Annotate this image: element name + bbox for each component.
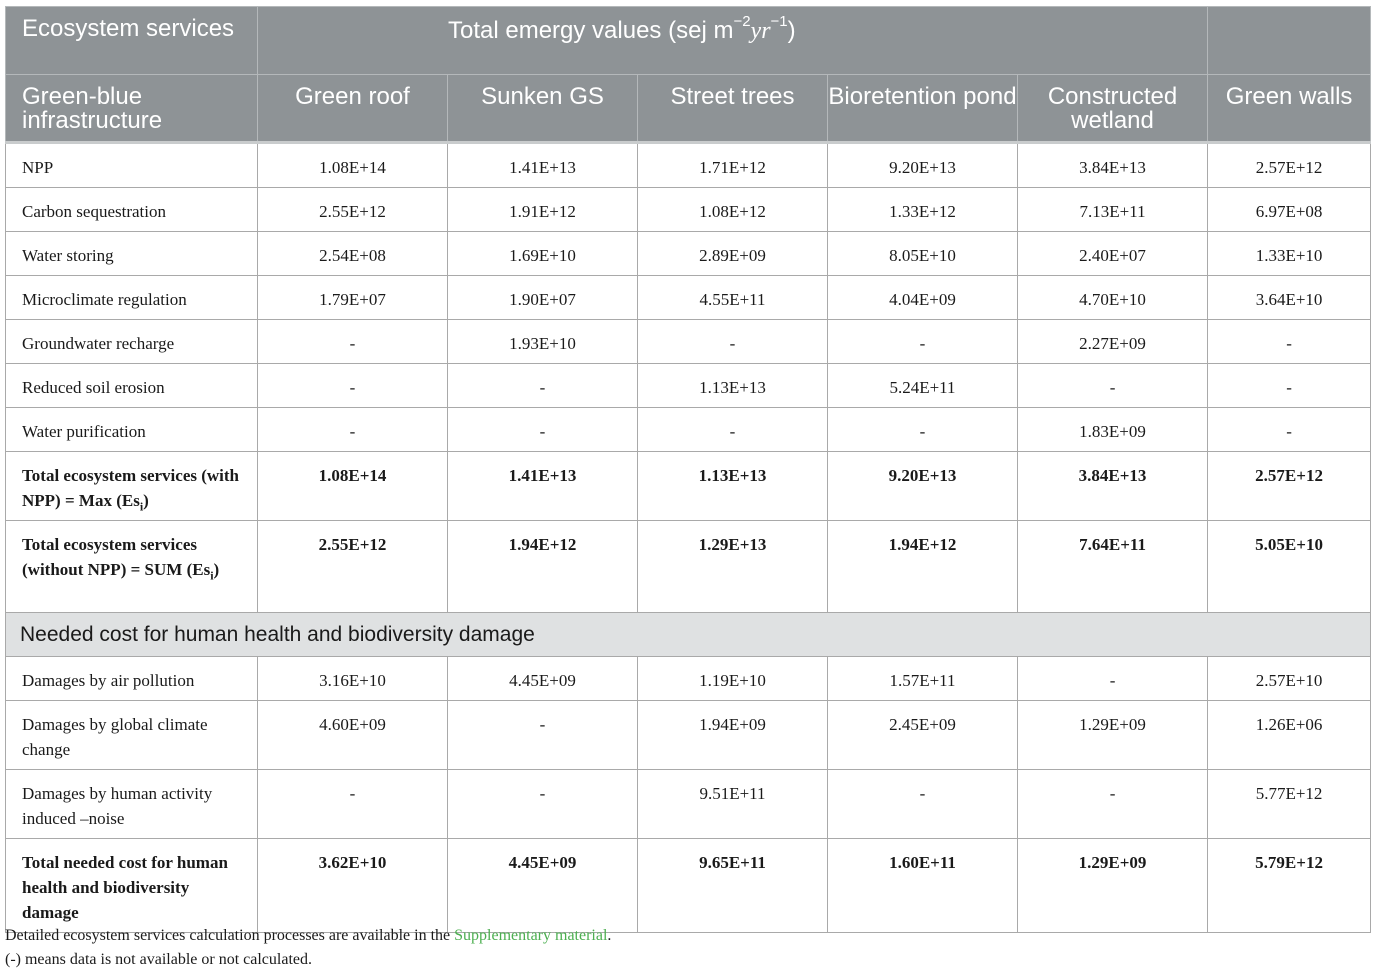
cell-value: 5.79E+12 — [1208, 839, 1371, 933]
cell-value: - — [1018, 657, 1208, 701]
cell-value: 2.57E+12 — [1208, 452, 1371, 521]
row-label: Damages by air pollution — [6, 657, 258, 701]
cell-value: 1.26E+06 — [1208, 701, 1371, 770]
cell-value: 3.62E+10 — [258, 839, 448, 933]
cell-value: - — [1208, 408, 1371, 452]
subscript-i: i — [210, 568, 214, 583]
cell-value: 1.33E+10 — [1208, 232, 1371, 276]
table-row — [6, 320, 1371, 364]
total-cost-row — [6, 839, 1371, 933]
cell-value: - — [258, 364, 448, 408]
cell-value: 1.29E+09 — [1018, 839, 1208, 933]
cell-value: 1.94E+12 — [448, 521, 638, 613]
cell-value: 2.55E+12 — [258, 521, 448, 613]
cell-value: 4.70E+10 — [1018, 276, 1208, 320]
total-with-npp-row — [6, 452, 1371, 521]
cell-value: - — [1018, 364, 1208, 408]
row-label: Water storing — [6, 232, 258, 276]
cell-value: 5.05E+10 — [1208, 521, 1371, 613]
cell-value: 2.40E+07 — [1018, 232, 1208, 276]
cell-value: 1.29E+09 — [1018, 701, 1208, 770]
cell-value: 2.54E+08 — [258, 232, 448, 276]
cell-value: 9.51E+11 — [638, 770, 828, 839]
cell-value: 1.13E+13 — [638, 364, 828, 408]
cell-value: 1.69E+10 — [448, 232, 638, 276]
header-empty-cell — [1208, 7, 1371, 75]
cell-value: 1.94E+09 — [638, 701, 828, 770]
cell-value: 1.57E+11 — [828, 657, 1018, 701]
cell-value: 1.71E+12 — [638, 143, 828, 188]
cell-value: 7.64E+11 — [1018, 521, 1208, 613]
row-label — [6, 521, 258, 613]
cell-value: 2.57E+10 — [1208, 657, 1371, 701]
emergy-close: ) — [787, 17, 796, 44]
total-without-npp-row — [6, 521, 1371, 613]
row-label: Damages by human activity induced –noise — [6, 770, 258, 839]
emergy-exp2: −1 — [770, 13, 788, 30]
cell-value: 3.84E+13 — [1018, 452, 1208, 521]
cell-value: 2.45E+09 — [828, 701, 1018, 770]
cell-value: 3.84E+13 — [1018, 143, 1208, 188]
cell-value: - — [448, 364, 638, 408]
row-label: Reduced soil erosion — [6, 364, 258, 408]
col-header-constructed-wetland: Constructed wetland — [1018, 75, 1208, 143]
cell-value: 4.04E+09 — [828, 276, 1018, 320]
cell-value: 9.65E+11 — [638, 839, 828, 933]
subscript-i: i — [139, 499, 144, 514]
row-label: Microclimate regulation — [6, 276, 258, 320]
row-label: NPP — [6, 143, 258, 188]
cell-value: 3.16E+10 — [258, 657, 448, 701]
cell-value: 1.29E+13 — [638, 521, 828, 613]
cell-value: 1.79E+07 — [258, 276, 448, 320]
emergy-title-prefix: Total emergy values (sej m — [448, 17, 734, 44]
emergy-table — [5, 6, 1371, 933]
cell-value: 1.08E+12 — [638, 188, 828, 232]
row-label: Total needed cost for human health and biodiversity damage — [6, 839, 258, 933]
cell-value: 1.41E+13 — [448, 452, 638, 521]
ecosystem-services-header: Ecosystem services — [6, 7, 258, 75]
note-line-1 — [5, 924, 611, 948]
cell-value: - — [828, 320, 1018, 364]
cell-value: 5.77E+12 — [1208, 770, 1371, 839]
cell-value: - — [448, 770, 638, 839]
row-label — [6, 452, 258, 521]
row-label: Water purification — [6, 408, 258, 452]
table-row — [6, 364, 1371, 408]
table-row — [6, 701, 1371, 770]
header-row-2 — [6, 75, 1371, 143]
table-notes — [5, 924, 611, 972]
cell-value: - — [448, 408, 638, 452]
col-header-street-trees: Street trees — [638, 75, 828, 143]
cell-value: 6.97E+08 — [1208, 188, 1371, 232]
cell-value: 1.08E+14 — [258, 452, 448, 521]
cell-value: 1.93E+10 — [448, 320, 638, 364]
cell-value: - — [258, 320, 448, 364]
cell-value: 5.24E+11 — [828, 364, 1018, 408]
cell-value: 8.05E+10 — [828, 232, 1018, 276]
cell-value: 4.60E+09 — [258, 701, 448, 770]
cell-value: - — [828, 408, 1018, 452]
cell-value: - — [1208, 364, 1371, 408]
cell-value: - — [1018, 770, 1208, 839]
cell-value: - — [1208, 320, 1371, 364]
note-prefix: Detailed ecosystem services calculation processes are available in the — [5, 927, 455, 944]
cell-value: 4.55E+11 — [638, 276, 828, 320]
table-row — [6, 188, 1371, 232]
cell-value: - — [638, 320, 828, 364]
cell-value: 1.94E+12 — [828, 521, 1018, 613]
cell-value: 1.90E+07 — [448, 276, 638, 320]
total-with-npp-label: Total ecosystem services (with NPP) = Max (Es — [22, 466, 240, 510]
note-line-2: (-) means data is not available or not calculated. — [5, 951, 312, 968]
cell-value: 2.55E+12 — [258, 188, 448, 232]
cost-section-title: Needed cost for human health and biodiversity damage — [6, 613, 1371, 657]
table-row — [6, 657, 1371, 701]
note-suffix: . — [607, 927, 612, 944]
row-label: Carbon sequestration — [6, 188, 258, 232]
cell-value: 3.64E+10 — [1208, 276, 1371, 320]
cell-value: 2.57E+12 — [1208, 143, 1371, 188]
row-label: Damages by global climate change — [6, 701, 258, 770]
cell-value: 4.45E+09 — [448, 839, 638, 933]
cell-value: - — [258, 408, 448, 452]
row-label: Groundwater recharge — [6, 320, 258, 364]
supplementary-material-link[interactable]: Supplementary material — [454, 927, 608, 944]
table-row — [6, 143, 1371, 188]
green-blue-infrastructure-header: Green-blue infrastructure — [6, 75, 258, 143]
cell-value: 1.33E+12 — [828, 188, 1018, 232]
col-header-bioretention-pond: Bioretention pond — [828, 75, 1018, 143]
cell-value: 4.45E+09 — [448, 657, 638, 701]
table-row — [6, 276, 1371, 320]
cell-value: - — [448, 701, 638, 770]
cell-value: 9.20E+13 — [828, 143, 1018, 188]
cell-value: 2.89E+09 — [638, 232, 828, 276]
total-emergy-header — [258, 7, 1208, 75]
cell-value: 9.20E+13 — [828, 452, 1018, 521]
col-header-green-roof: Green roof — [258, 75, 448, 143]
table-row — [6, 232, 1371, 276]
cell-value: 2.27E+09 — [1018, 320, 1208, 364]
cell-value: 1.08E+14 — [258, 143, 448, 188]
cell-value: - — [638, 408, 828, 452]
emergy-table-container — [5, 6, 1370, 933]
cell-value: 1.19E+10 — [638, 657, 828, 701]
table-row — [6, 408, 1371, 452]
section-row — [6, 613, 1371, 657]
col-header-sunken-gs: Sunken GS — [448, 75, 638, 143]
cell-value: 1.91E+12 — [448, 188, 638, 232]
table-row — [6, 770, 1371, 839]
label-close: ) — [213, 560, 220, 579]
cell-value: - — [828, 770, 1018, 839]
emergy-exp1: −2 — [733, 13, 751, 30]
header-row-1 — [6, 7, 1371, 75]
emergy-yr: yr — [750, 18, 771, 44]
total-without-npp-label: Total ecosystem services (without NPP) = SUM (Es — [22, 535, 211, 579]
cell-value: 1.83E+09 — [1018, 408, 1208, 452]
cell-value: 1.60E+11 — [828, 839, 1018, 933]
col-header-green-walls: Green walls — [1208, 75, 1371, 143]
cell-value: 7.13E+11 — [1018, 188, 1208, 232]
cell-value: 1.13E+13 — [638, 452, 828, 521]
label-close: ) — [143, 491, 149, 510]
cell-value: 1.41E+13 — [448, 143, 638, 188]
cell-value: - — [258, 770, 448, 839]
